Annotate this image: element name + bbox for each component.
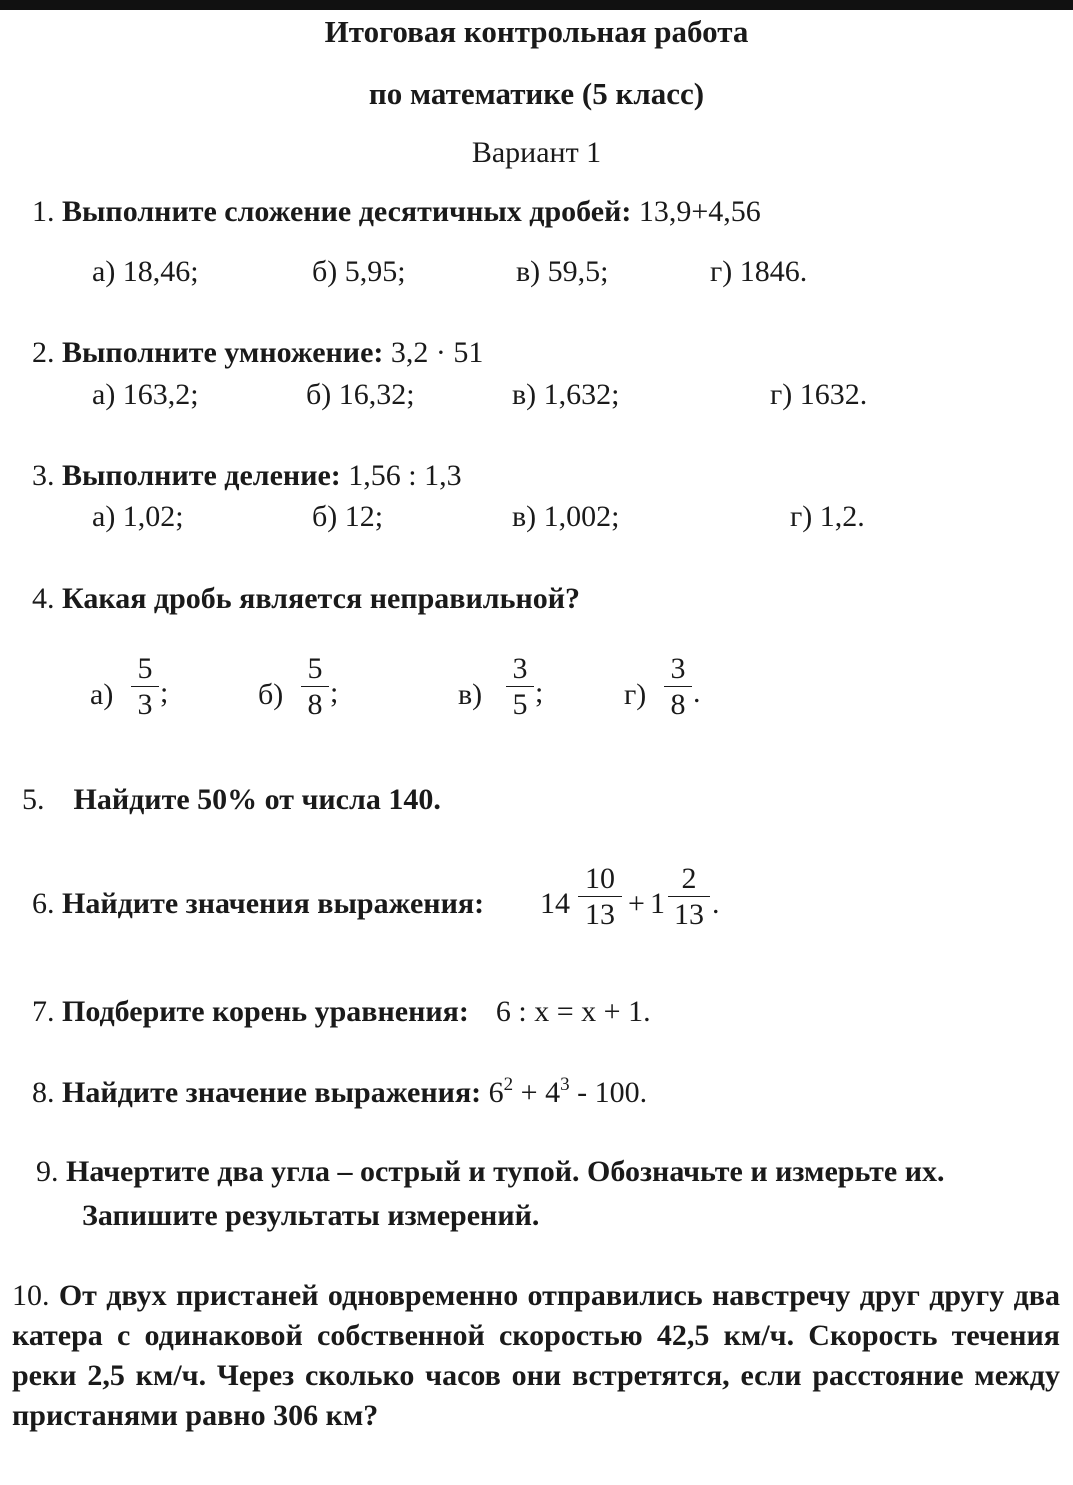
title-line-1: Итоговая контрольная работа (324, 14, 749, 49)
q3-option-v: в) 1,002; (512, 500, 620, 533)
question-text-line-1: Начертите два угла – острый и тупой. Обозначьте и измерьте их. (66, 1155, 945, 1188)
fraction-numerator: 3 (670, 652, 686, 685)
question-text: Найдите 50% от числа 140. (73, 783, 441, 816)
question-9-line-2: Запишите результаты измерений. (82, 1199, 540, 1232)
q6-whole-1: 14 (540, 887, 570, 920)
question-expression: 13,9+4,56 (638, 195, 761, 228)
question-9 (36, 1155, 945, 1189)
q1-option-a: а) 18,46; (92, 255, 199, 288)
question-number: 7. (32, 995, 55, 1028)
q2-option-v: в) 1,632; (512, 378, 620, 411)
fraction-denominator: 13 (585, 898, 615, 931)
q6-whole-2: 1 (650, 887, 665, 920)
top-border (0, 0, 1073, 10)
question-number: 5. (22, 783, 45, 816)
variant-label: Вариант 1 (471, 136, 602, 169)
fraction-numerator: 5 (137, 652, 153, 685)
question-1 (32, 195, 761, 229)
question-7 (32, 995, 651, 1029)
q8-exponent-2: 3 (560, 1074, 570, 1095)
fraction-denominator: 3 (137, 688, 153, 721)
q6-fraction-2 (668, 864, 710, 930)
fraction-denominator: 13 (674, 898, 704, 931)
q2-option-g: г) 1632. (770, 378, 868, 411)
question-6 (32, 887, 484, 921)
fraction-bar (506, 686, 534, 687)
q3-option-g: г) 1,2. (790, 500, 865, 533)
question-10 (12, 1276, 1060, 1436)
question-expression: 3,2 · 51 (390, 336, 484, 369)
q4-option-v-letter: в) (458, 678, 483, 711)
q8-exponent-1: 2 (503, 1074, 514, 1095)
q6-fraction-1 (578, 864, 622, 930)
q1-option-b: б) 5,95; (312, 255, 406, 288)
q4-option-a-fraction (131, 654, 159, 720)
q2-option-a: а) 163,2; (92, 378, 199, 411)
q4-option-g-fraction (664, 654, 692, 720)
q8-middle: + 4 (513, 1076, 561, 1109)
question-text: Подберите корень уравнения: (62, 995, 469, 1028)
question-5 (22, 783, 441, 817)
fraction-numerator: 3 (512, 652, 528, 685)
question-4 (32, 582, 580, 616)
q8-base-1: 6 (488, 1076, 504, 1109)
question-expression: 1,56 : 1,3 (348, 459, 462, 492)
fraction-bar (664, 686, 692, 687)
fraction-denominator: 8 (670, 688, 686, 721)
question-text: Выполните сложение десятичных дробей: (62, 195, 632, 228)
q8-expression (489, 1076, 647, 1109)
fraction-bar (578, 896, 622, 897)
q8-tail: - 100. (569, 1076, 648, 1109)
q4-option-b-letter: б) (258, 678, 284, 711)
q4-option-g-letter: г) (624, 678, 647, 711)
question-text: Выполните умножение: (62, 336, 384, 369)
fraction-bar (131, 686, 159, 687)
question-3 (32, 459, 462, 493)
q1-option-g: г) 1846. (710, 255, 808, 288)
fraction-numerator: 5 (307, 652, 323, 685)
q4-option-v-punct: ; (535, 676, 544, 709)
question-number: 8. (32, 1076, 55, 1109)
q3-option-a: а) 1,02; (92, 500, 184, 533)
q4-option-g-punct: . (693, 676, 701, 709)
question-8 (32, 1074, 647, 1110)
question-number: 1. (32, 195, 55, 228)
question-number: 6. (32, 887, 55, 920)
fraction-numerator: 2 (681, 862, 697, 895)
q4-option-b-fraction (301, 654, 329, 720)
fraction-denominator: 8 (307, 688, 323, 721)
fraction-bar (668, 896, 710, 897)
title-line-2: по математике (5 класс) (368, 76, 705, 111)
q6-end: . (712, 887, 720, 920)
question-text: От двух пристаней одновременно отправились навстречу друг другу два катера с одинаковой собственной скоростью 42,5 км/ч. Скорость течения реки 2,5 км/ч. Через сколько часов они встретятся, если расстояние между пристанями равно 306 км? (12, 1279, 1060, 1432)
q4-option-v-fraction (506, 654, 534, 720)
question-number: 3. (32, 459, 55, 492)
fraction-bar (301, 686, 329, 687)
question-number: 4. (32, 582, 55, 615)
q1-option-v: в) 59,5; (516, 255, 609, 288)
q4-option-a-punct: ; (160, 676, 169, 709)
question-text: Какая дробь является неправильной? (62, 582, 581, 615)
question-text: Выполните деление: (62, 459, 341, 492)
question-text: Найдите значение выражения: (62, 1076, 482, 1109)
question-expression: 6 : x = x + 1. (495, 995, 651, 1028)
question-number: 9. (36, 1155, 59, 1188)
fraction-numerator: 10 (585, 862, 615, 895)
question-text: Найдите значения выражения: (62, 887, 485, 920)
question-number: 10. (12, 1279, 50, 1312)
q2-option-b: б) 16,32; (306, 378, 415, 411)
q3-option-b: б) 12; (312, 500, 384, 533)
question-2 (32, 336, 483, 370)
q6-operator: + (628, 887, 645, 920)
fraction-denominator: 5 (512, 688, 528, 721)
question-number: 2. (32, 336, 55, 369)
q4-option-a-letter: а) (90, 678, 114, 711)
q4-option-b-punct: ; (330, 676, 339, 709)
